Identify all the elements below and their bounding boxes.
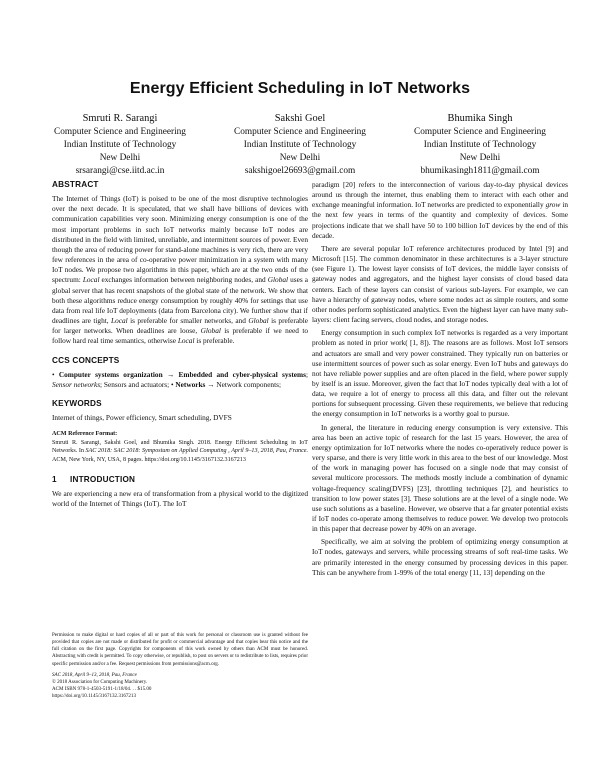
isbn-text: ACM ISBN 978-1-4503-5191-1/18/04. . . $15.00 [52,686,152,693]
author-inst: Indian Institute of Technology [243,139,357,150]
author-name: Smruti R. Sarangi [82,113,158,124]
author-city: New Delhi [99,153,141,164]
author-email[interactable]: sakshigoel26693@gmail.com [244,166,356,177]
author-dept: Computer Science and Engineering [414,126,546,137]
author-city: New Delhi [279,153,321,164]
author-inst: Indian Institute of Technology [423,139,537,150]
intro-paragraph-2: There are several popular IoT reference architectures produced by Intel [9] and Microsoft [15]. The common denominator in these architectures is a 3-layer structure (see Figure 1). The lowest layer consists of IoT devices, the middle layer consists of gateway nodes and aggregators, and the highest layer consists of cloud based data centers. Each of these layers can consist of various sub-layers. For example, we can have a hierarchy of gateway nodes, where some nodes act as simple routers, and some other nodes perform sophisticated analytics. Even the highest layer can have many sub-layers: client facing servers, cloud nodes, and storage nodes. [312,243,568,325]
intro-paragraph-5: Specifically, we aim at solving the problem of optimizing energy consumption at IoT nodes, gateways and servers, while processing streams of soft real-time tasks. We are primarily interested in the energy consumed by processing devices in this paper. This can be anywhere from 1-99% of the total energy [11, 13] depending on the [312,537,568,577]
abstract-text: The Internet of Things (IoT) is poised to be one of the most disruptive technologies over the next decade. It is speculated, that we shall have billions of devices with communication capabilities very soon. Minimizing energy consumption is one of the most important problems in such IoT networks mainly because IoT nodes are distributed in the field with limited, unreliable, and intermittent sources of power. Even though the area of reducing power for stand-alone machines is very rich, there are very few references in the area of co-operative power minimization in a system with many IoT nodes. We propose two algorithms in this paper, which are at the two ends of the spectrum: Local exchanges information between neighboring nodes, and Global uses a global server that has recent snapshots of the global state of the network. We show that both these algorithms reduce energy consumption by roughly 40% for settings that use data from real life IoT deployments (data from Barcelona city). We further show that if deadlines are tight, Local is preferable for smaller networks, and Global is preferable for larger networks. When deadlines are loose, Global is preferable if we need to follow hard real time semantics, otherwise Local is preferable. [52,194,308,346]
author-city: New Delhi [459,153,501,164]
intro-paragraph-1: paradigm [20] refers to the interconnection of various day-to-day physical devices around us through the internet, thus enabling them to interact with each other and exchange meaningful information. IoT networks are predicted to exponentially grow in the next few years in terms of the quantity and complexity of devices. Some projections indicate that we shall have 50 to 100 billion IoT devices by the end of this decade. [312,180,568,240]
ccs-heading: CCS CONCEPTS [52,355,120,365]
author-email[interactable]: srsarangi@cse.iitd.ac.in [75,166,165,177]
intro-paragraph-4: In general, the literature in reducing energy consumption is very extensive. This area has been an active topic of research for the last 15 years. However, the area of energy optimization for IoT networks where the nodes co-operatively reduce power is very sparse, and there is very little work in this area to the best of our knowledge. Most of the work in managing power has focused on a single node that may consist of several multicore processors. The methods mostly include a combination of dynamic voltage-frequency scaling(DVFS) [23], throttling techniques [2], and heuristics to transition to low power states [3]. These solutions are at the level of a single node. We use such solutions as a baseline. However, we observe that a far greater potential exists if IoT nodes co-operate among themselves to reduce power. We develop two protocols in this paper that decrease power by 40% on an average. [312,422,568,534]
intro-paragraph-3: Energy consumption in such complex IoT networks is regarded as a very important problem as noted in prior work( [1, 8]). The reasons are as follows. Most IoT sensors and actuators are small and very power constrained. They typically run on batteries or use intermittent sources of power such as solar energy. Even IoT hubs and gateways do not have reliable power supplies and are often placed in the field, where power supply by itself is an issue. Moreover, given the fact that IoT nodes typically deal with a lot of data, we require a lot of energy to process all this data, and filter out the relevant portions for subsequent processing. Given these requirements, we believe that reducing the energy consumption in IoT networks is a worthy goal to pursue. [312,328,568,419]
author-block-1 [28,112,212,179]
author-name: Sakshi Goel [274,113,326,124]
copyright-text: © 2018 Association for Computing Machinery. [52,678,148,685]
introduction-heading: 1 INTRODUCTION [52,474,136,484]
permission-text: Permission to make digital or hard copies of all or part of this work for personal or classroom use is granted without fee provided that copies are not made or distributed for profit or commercial advantage and that copies bear this notice and the full citation on the first page. Copyrights for components of this work owned by others than ACM must be honored. Abstracting with credit is permitted. To copy otherwise, or republish, to post on servers or to redistribute to lists, requires prior specific permission and/or a fee. Request permissions from permissions@acm.org. [52,632,308,667]
permission-footnote [52,632,308,700]
left-column [52,180,308,509]
acm-format-heading: ACM Reference Format: [52,431,118,438]
author-dept: Computer Science and Engineering [54,126,186,137]
venue-text: SAC 2018, April 9–13, 2018, Pau, France [52,671,137,678]
author-email[interactable]: bhumikasingh1811@gmail.com [420,166,540,177]
author-dept: Computer Science and Engineering [234,126,366,137]
author-inst: Indian Institute of Technology [63,139,177,150]
acm-reference-format: ACM Reference Format: Smruti R. Sarangi, Sakshi Goel, and Bhumika Singh. 2018. Energy Efficient Scheduling in IoT Networks. In SAC 2018: SAC 2018: Symposium on Applied Computing , April 9–13, 2018, Pau, France. ACM, New York, NY, USA, 8 pages. https://doi.org/10.1145/3167132.3167213 [52,431,308,464]
paper-title: Energy Efficient Scheduling in IoT Networks [129,80,471,97]
ccs-concepts: • Computer systems organization → Embedded and cyber-physical systems; Sensor networks; Sensors and actuators; • Networks → Network components; [52,369,308,389]
right-column [312,180,568,578]
author-block-2 [208,112,392,179]
keywords-text: Internet of things, Power efficiency, Smart scheduling, DVFS [52,413,232,423]
abstract-heading: ABSTRACT [52,180,99,189]
author-block-3 [388,112,572,179]
author-name: Bhumika Singh [447,113,513,124]
introduction-text: We are experiencing a new era of transformation from a physical world to the digitized world of the Internet of Things (IoT). The IoT [52,488,308,508]
doi-link[interactable]: https://doi.org/10.1145/3167132.3167213 [52,693,136,700]
keywords-heading: KEYWORDS [52,398,102,408]
